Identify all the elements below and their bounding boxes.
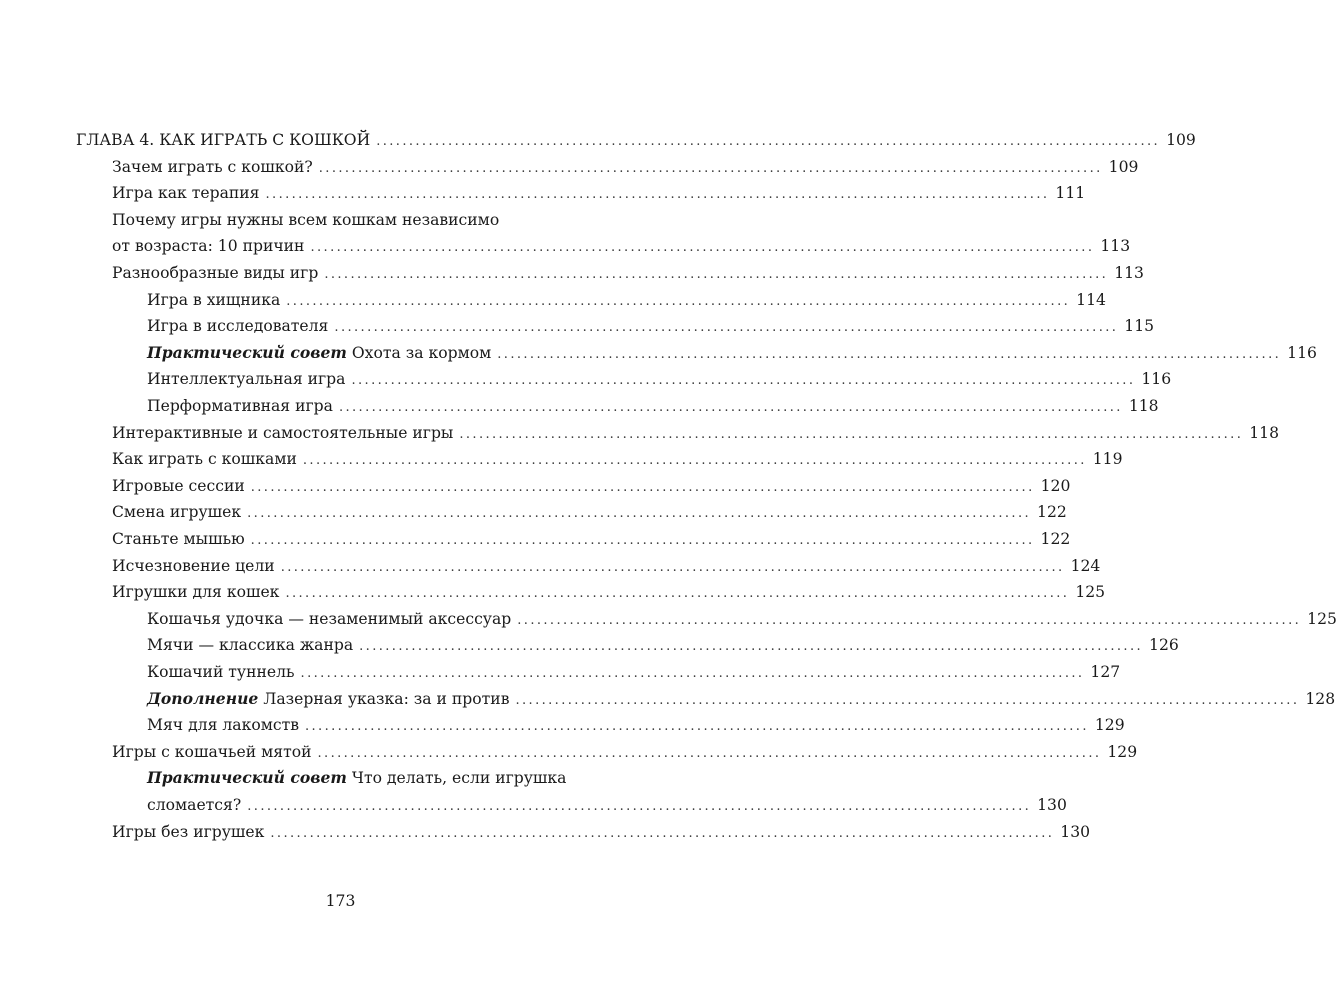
toc-entry [147,632,1179,658]
toc-entry [147,366,1172,392]
toc-entry-page: 119 [1092,450,1123,469]
toc-entry-page: 130 [1037,796,1067,814]
dot-leader: ........................................................................................................................ [310,240,1095,256]
toc-entry-text: Что делать, если игрушка [351,769,567,788]
toc-entry-title: сломается? [147,796,242,814]
toc-entry [147,287,1106,313]
toc-entry-text: Охота за кормом [351,343,492,362]
toc-entry-page: 127 [1090,663,1121,681]
toc-entry [112,526,1071,552]
dot-leader: ........................................................................................................................ [376,134,1161,149]
toc-entry-page: 122 [1037,503,1067,522]
toc-entry-title [147,765,566,791]
toc-entry-title: Игрушки для кошек [112,583,280,602]
toc-entry [76,127,1196,153]
toc-entry-page: 115 [1124,317,1155,336]
dot-leader: ........................................................................................................................ [265,187,1050,203]
toc-entry-title [147,340,491,366]
dot-leader: ........................................................................................................................ [517,612,1302,628]
toc-entry-title: Интеллектуальная игра [147,370,346,389]
toc-entry [147,606,1337,632]
toc-entry-tag: Практический совет [147,342,347,362]
toc-entry [112,473,1071,499]
toc-entry [147,792,1067,818]
dot-leader: ........................................................................................................................ [338,400,1123,415]
toc-entry-page: 120 [1040,476,1071,495]
dot-leader: ........................................................................................................................ [280,559,1065,575]
toc-entry-page: 116 [1141,370,1172,389]
toc-entry [112,260,1144,286]
toc-entry-title: Игры без игрушек [112,822,265,841]
toc-entry-title: Мяч для лакомств [147,716,299,735]
toc-entry [112,180,1086,206]
toc-entry-page: 118 [1249,423,1279,442]
toc-entry [147,659,1121,685]
toc-entry-page: 129 [1094,716,1125,735]
toc-entry-title: Мячи — классика жанра [147,636,354,655]
toc-entry [112,446,1123,472]
toc-entry-page: 114 [1076,290,1106,309]
toc-entry-title: Смена игрушек [112,503,242,522]
dot-leader: ........................................................................................................................ [324,267,1109,282]
dot-leader: ........................................................................................................................ [318,160,1103,176]
dot-leader: ........................................................................................................................ [317,745,1102,761]
dot-leader: ........................................................................................................................ [285,586,1070,602]
toc-entry-title: Почему игры нужны всем кошкам независимо [112,210,500,229]
dot-leader: ........................................................................................................................ [250,533,1035,548]
toc-entry-title: Игровые сессии [112,476,245,495]
dot-leader: ........................................................................................................................ [459,426,1244,442]
dot-leader: ........................................................................................................................ [270,825,1055,841]
toc-entry [112,739,1138,765]
toc-entry-title: Исчезновение цели [112,556,275,575]
toc-entry [147,313,1155,339]
toc-entry-title: Перформативная игра [147,397,333,415]
toc-entry-title: от возраста: 10 причин [112,237,305,256]
dot-leader: ........................................................................................................................ [247,799,1032,814]
toc-entry-page: 125 [1307,609,1337,628]
dot-leader: ........................................................................................................................ [286,293,1071,309]
dot-leader: ........................................................................................................................ [351,373,1136,389]
toc-entry [147,712,1125,738]
toc-entry-title: Кошачий туннель [147,663,295,681]
toc-entry-title [147,686,509,712]
dot-leader: ........................................................................................................................ [250,479,1035,495]
dot-leader: ........................................................................................................................ [247,506,1032,522]
toc-entry [112,154,1139,180]
dot-leader: ........................................................................................................................ [334,320,1119,336]
dot-leader: ........................................................................................................................ [302,453,1087,469]
dot-leader: ........................................................................................................................ [359,639,1144,655]
toc-entry-title: Игра в хищника [147,290,281,309]
toc-entry-title: Кошачья удочка — незаменимый аксессуар [147,609,512,628]
toc-entry [147,393,1159,419]
toc-entry-title: Игра в исследователя [147,317,329,336]
toc-entry-tag: Практический совет [147,768,347,788]
toc-entry [147,340,1317,366]
toc-entry [112,207,583,233]
toc-entry-page: 130 [1060,822,1091,841]
toc-entry-page: 126 [1149,636,1179,655]
toc-entry [112,420,1279,446]
dot-leader: ........................................................................................................................ [497,346,1282,362]
toc-entry-page: 109 [1166,131,1196,149]
toc-entry-text: Лазерная указка: за и против [263,689,510,708]
toc-entry-page: 118 [1128,397,1159,415]
toc-entry-page: 129 [1107,742,1138,761]
toc-entry-page: 124 [1070,556,1101,575]
toc-entry-tag: Дополнение [147,688,259,708]
toc-entry-title: Игра как терапия [112,184,260,203]
toc-entry-page: 113 [1114,264,1144,282]
toc-entry-title: ГЛАВА 4. КАК ИГРАТЬ С КОШКОЙ [76,131,371,149]
toc-entry [147,686,1336,712]
toc-entry [112,819,1091,845]
toc-entry-title: Разнообразные виды игр [112,264,319,282]
toc-entry-title: Игры с кошачьей мятой [112,742,312,761]
toc-entry [112,579,1106,605]
toc-entry-title: Станьте мышью [112,530,245,548]
dot-leader: ........................................................................................................................ [515,692,1300,708]
toc-entry [112,499,1067,525]
toc-entry [147,765,583,791]
toc-entry-page: 125 [1075,583,1106,602]
toc-entry-page: 122 [1040,530,1071,548]
toc-entry-title: Как играть с кошками [112,450,297,469]
toc-entry-title: Интерактивные и самостоятельные игры [112,423,454,442]
dot-leader: ........................................................................................................................ [304,719,1089,735]
toc-entry-page: 111 [1055,184,1086,203]
toc-entry-page: 113 [1100,237,1131,256]
toc-entry-page: 116 [1287,343,1317,362]
toc-entry [112,553,1101,579]
toc-entry-page: 128 [1305,689,1336,708]
toc-entry-title: Зачем играть с кошкой? [112,157,313,176]
page-number: 173 [325,892,356,910]
dot-leader: ........................................................................................................................ [300,666,1085,681]
toc-entry [112,233,1131,259]
toc-entry-page: 109 [1108,157,1139,176]
